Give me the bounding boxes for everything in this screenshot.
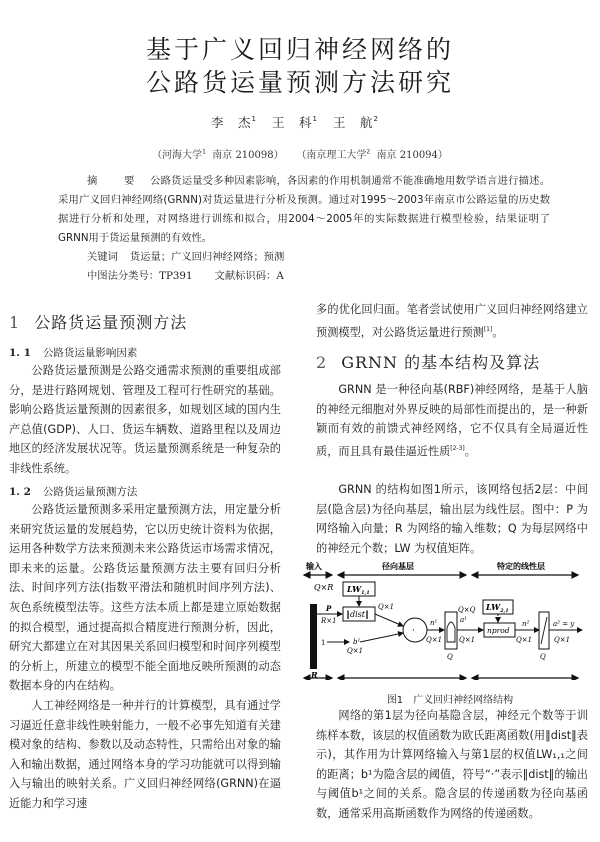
- author-name: 李 杰: [211, 115, 252, 130]
- author-name: 王 科: [272, 115, 313, 130]
- svg-text:Q×1: Q×1: [347, 647, 364, 655]
- cut-off-text: 用高斯函数作为网络的传递函数。: [371, 806, 540, 820]
- svg-text:Q×1: Q×1: [459, 636, 476, 644]
- svg-text:b¹: b¹: [353, 638, 361, 646]
- figure-label-input: 输入: [306, 562, 322, 571]
- grnn-structure-figure: [302, 560, 598, 680]
- section-heading-1: 1 公路货运量预测方法: [9, 313, 188, 332]
- figure-label-linear: 特定的线性层: [497, 562, 545, 571]
- author-affil-mark: 1: [312, 115, 318, 123]
- svg-text:Q: Q: [447, 653, 453, 661]
- clc-value: TP391: [159, 270, 193, 282]
- svg-text:R: R: [311, 670, 318, 680]
- svg-text:Q×1: Q×1: [516, 636, 533, 644]
- svg-text:Q×R: Q×R: [314, 583, 334, 592]
- svg-text:P: P: [326, 604, 332, 613]
- paragraph-2-1: GRNN 是一种径向基(RBF)神经网络，是基于人脑的神经元细胞对外界反映的局部性而提出的，是一种新颖而有效的前馈式神经网络，它不仅具有全局逼近性质，而且具有最佳逼近性质[2-3]。: [316, 383, 588, 458]
- citation-ref[interactable]: [2-3]: [450, 444, 465, 452]
- figure-caption: [300, 691, 600, 706]
- svg-text:nprod: nprod: [487, 626, 510, 635]
- figure-label-radial: 径向基层: [382, 562, 414, 571]
- paper-title-line-1: 基于广义回归神经网络的: [145, 35, 454, 64]
- svg-text:Q×1: Q×1: [554, 636, 571, 644]
- paragraph-1-2: 公路货运量预测多采用定量预测方法，用定量分析来研究货运量的发展趋势，它以历史统计资料为依据，运用各种数学方法来预测未来公路货运市场需求情况，即未来的运量。公路货运量预测方法主要有回归分析法、时间序列方法(指数平滑法和随机时间序列方法)、灰色系统模型法等。这些方法本质上都是建立原始数据的拟合模型，通过提高拟合精度进行预测分析，因此，研究大都建立在对其因果关系回归模型和时间序列模型的分析上，所建立的模型不能全面地反映所预测的动态数据本身的内在结构。 人工神经网络是一种并行的计算模型，具有通过学习逼近任意非线性映射能力，一般不必事先知道有关建模对象的结构、参数以及动态特性，只需给出对象的输入和输出数据，通过网络本身的学习功能就可以得到输入与输出的映射关系。广义回归神经网络(GRNN)在逼近能力和学习速: [9, 500, 281, 814]
- abstract-label: 摘 要: [87, 175, 143, 187]
- svg-text:a¹: a¹: [460, 616, 467, 624]
- keywords-label: 关键词: [87, 251, 118, 263]
- paragraph-2-3: 网络的第1层为径向基隐含层，神经元个数等于训练样本数，该层的权值函数为欧氏距离函数(用‖dist‖表示)，其作用为计算网络输入与第1层的权值LW₁,₁之间的距离；b¹为隐含层的阈值，符号“·”表示‖dist‖的输出与阈值b¹之间的关系。隐含层的传递函数为径向基函数，通常采用高斯函数作为网络的传递函数。: [316, 709, 588, 820]
- subsection-heading-1-1: 1. 1 公路货运量影响因素: [9, 347, 138, 359]
- classification: [87, 267, 284, 282]
- doc-code-label: 文献标识码：: [214, 270, 277, 282]
- author-affil-mark: 2: [373, 115, 379, 123]
- svg-text:Q: Q: [540, 653, 546, 661]
- affiliation: （南京理工大学$^2$ 南京 210094）: [296, 148, 448, 161]
- affiliation: （河海大学$^1$ 南京 210098）: [152, 148, 284, 161]
- clc-label: 中图法分类号：: [87, 270, 160, 282]
- author-affil-mark: 1: [251, 115, 258, 123]
- citation-ref[interactable]: [1]: [483, 325, 493, 333]
- svg-text:Q×Q: Q×Q: [458, 606, 476, 614]
- paragraph-ann: 人工神经网络是一种并行的计算模型，具有通过学习逼近任意非线性映射能力，一般不必事先知道有关建模对象的结构、参数以及动态特性，只需给出对象的输入和输出数据，通过网络本身的学习功能就可以得到输入与输出的映射关系。广义回归神经网络(GRNN)在逼近能力和学习速: [9, 698, 281, 810]
- author-list: [0, 113, 600, 131]
- section-heading-2: 2 GRNN 的基本结构及算法: [316, 353, 541, 372]
- doc-code-value: A: [276, 270, 284, 282]
- affiliation-list: [0, 146, 600, 161]
- paragraph-continued: 多的优化回归面。笔者尝试使用广义回归神经网络建立预测模型，对公路货运量进行预测[1]。: [316, 303, 588, 339]
- paragraph-1-1: 公路货运量预测是公路交通需求预测的重要组成部分，是进行路网规划、管理及工程可行性研究的基础。影响公路货运量预测的因素很多，如规划区域的国内生产总值(GDP)、人口、货运车辆数、道路里程以及周边地区的经济发展状况等。货运量预测系统是一种复杂的非线性系统。: [9, 364, 281, 475]
- keywords-text: 货运量；广义回归神经网络；预测: [129, 251, 285, 263]
- svg-text:R×1: R×1: [321, 617, 337, 625]
- svg-text:Q×1: Q×1: [378, 603, 395, 611]
- paper-title-line-2: 公路货运量预测方法研究: [145, 68, 454, 97]
- abstract: [58, 172, 550, 248]
- figure-number: 图1: [386, 695, 404, 706]
- svg-text:n¹: n¹: [430, 619, 438, 627]
- figure-caption-text: 广义回归神经网络结构: [413, 695, 514, 706]
- svg-text:LW1,1: $LW_{1,1}$: [347, 584, 370, 596]
- subsection-heading-1-2: 1. 2 公路货运量预测方法: [9, 486, 138, 498]
- svg-text:‖dist‖: ‖dist‖: [346, 610, 369, 619]
- svg-text:·: ·: [412, 626, 415, 636]
- svg-text:a² = y: a² = y: [553, 620, 575, 628]
- paragraph-2-2: GRNN 的结构如图1所示，该网络包括2层：中间层(隐含层)为径向基层，输出层为线性层。图中：P 为网络输入向量；R 为网络的输入维数；Q 为每层网络中的神经元个数；LW 为权值矩阵。: [316, 483, 588, 555]
- svg-text:LW2,1: $LW_{2,1}$: [486, 602, 509, 614]
- keywords: [87, 248, 284, 263]
- svg-text:n²: n²: [522, 620, 530, 628]
- svg-text:Q×1: Q×1: [426, 636, 443, 644]
- abstract-text: 公路货运量受多种因素影响，各因素的作用机制通常不能准确地用数学语言进行描述。采用广义回归神经网络(GRNN)对货运量进行分析及预测。通过对1995～2003年南京市公路运量的历史数据进行分析和处理，对网络进行训练和拟合，用2004～2005年的实际数据进行模型检验，结果证明了GRNN用于货运量预测的有效性。: [58, 175, 551, 244]
- svg-text:1: 1: [321, 639, 326, 647]
- author-name: 王 航: [332, 115, 374, 130]
